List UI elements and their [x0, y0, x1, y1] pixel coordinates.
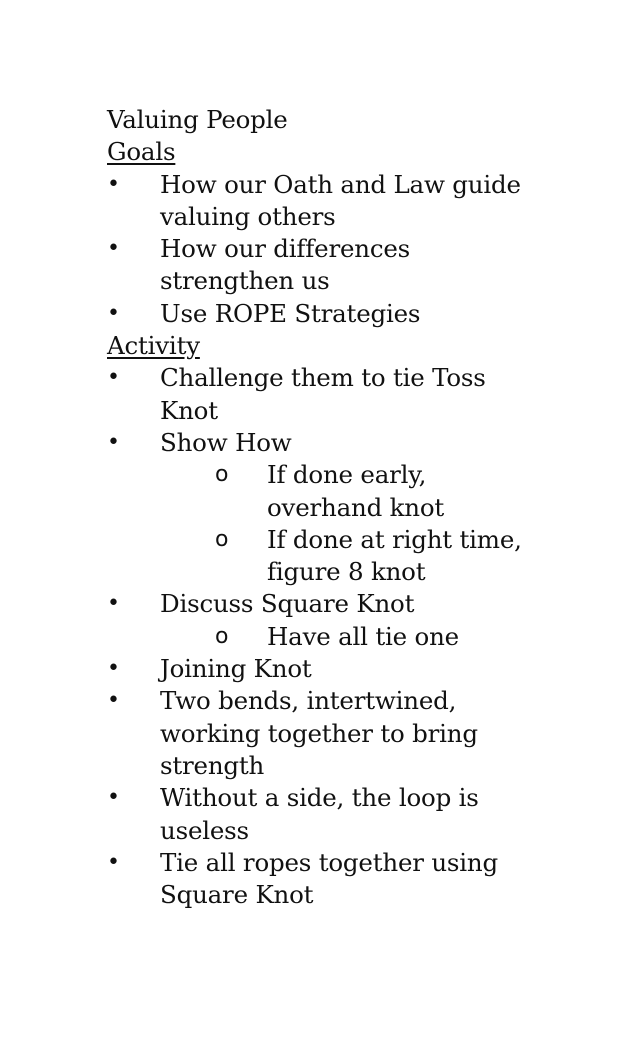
bullet-icon: •	[107, 171, 120, 197]
circle-bullet-icon: o	[215, 623, 229, 649]
list-item-text: Without a side, the loop is useless	[160, 783, 479, 845]
list-item	[107, 847, 607, 912]
bullet-icon: •	[107, 429, 120, 455]
list-item-text: Challenge them to tie Toss Knot	[160, 363, 486, 425]
sub-list-item	[107, 524, 607, 589]
activity-heading: Activity	[107, 331, 200, 361]
circle-bullet-icon: o	[215, 526, 229, 552]
bullet-icon: •	[107, 656, 120, 682]
document-page	[107, 104, 607, 911]
list-item-text: Joining Knot	[160, 654, 312, 684]
bullet-icon: •	[107, 688, 120, 714]
list-item	[107, 427, 607, 459]
list-item-text: Use ROPE Strategies	[160, 298, 421, 328]
bullet-icon: •	[107, 365, 120, 391]
list-item	[107, 653, 607, 685]
circle-bullet-icon: o	[215, 462, 229, 488]
list-item	[107, 362, 607, 427]
sub-list-item	[107, 459, 607, 524]
list-item	[107, 298, 607, 330]
bullet-icon: •	[107, 785, 120, 811]
document-title: Valuing People	[107, 105, 288, 134]
list-item	[107, 782, 607, 847]
sub-list-item	[107, 621, 607, 653]
bullet-icon: •	[107, 236, 120, 262]
list-item	[107, 233, 607, 298]
list-item-text: Show How	[160, 427, 292, 457]
list-item-text: How our differences strengthen us	[160, 234, 411, 296]
bullet-icon: •	[107, 849, 120, 875]
list-item-text: Two bends, intertwined, working together to bring strength	[160, 686, 478, 780]
sub-list-item-text: If done early, overhand knot	[267, 460, 445, 522]
sub-list-item-text: Have all tie one	[267, 621, 459, 651]
sub-list-item-text: If done at right time, figure 8 knot	[267, 524, 522, 587]
bullet-icon: •	[107, 300, 120, 326]
bullet-icon: •	[107, 591, 120, 617]
list-item	[107, 588, 607, 620]
list-item	[107, 685, 607, 782]
list-item-text: Tie all ropes together using Square Knot	[160, 847, 498, 910]
list-item-text: Discuss Square Knot	[160, 589, 415, 619]
list-item	[107, 169, 607, 234]
list-item-text: How our Oath and Law guide valuing others	[160, 169, 521, 231]
goals-heading: Goals	[107, 137, 176, 167]
